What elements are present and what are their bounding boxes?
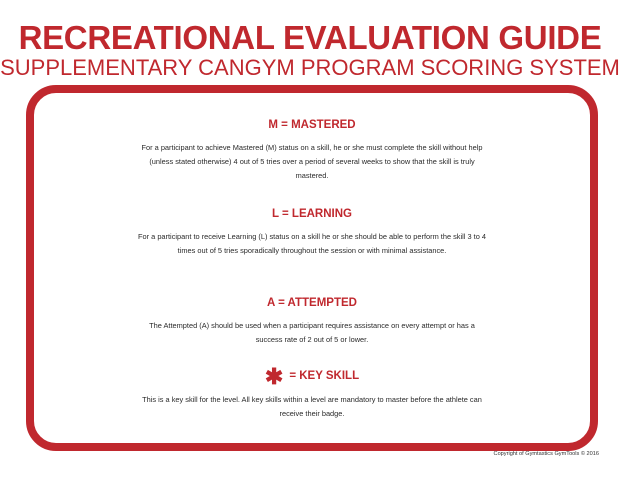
section-attempted	[34, 296, 590, 347]
section-heading: M = MASTERED	[268, 119, 356, 131]
page-subtitle: SUPPLEMENTARY CANGYM PROGRAM SCORING SYSTEM	[0, 55, 620, 80]
asterisk-icon: ✱	[264, 364, 284, 389]
section-key-skill	[34, 364, 590, 421]
scoring-card	[26, 85, 598, 451]
section-heading: A = ATTEMPTED	[267, 297, 357, 309]
section-learning	[34, 207, 590, 258]
section-heading: L = LEARNING	[272, 208, 352, 220]
section-description: For a participant to receive Learning (L) status on a skill he or she should be able to perform the skill 3 to 4 times out of 5 tries sporadically throughout the session or with minimal assistance.	[138, 232, 486, 255]
section-heading-label: = KEY SKILL	[289, 370, 360, 382]
section-heading	[34, 364, 590, 389]
section-description: The Attempted (A) should be used when a participant requires assistance on every attempt or has a success rate of 2 out of 5 or lower.	[149, 321, 475, 344]
section-description: This is a key skill for the level. All key skills within a level are mandatory to master before the athlete can receive their badge.	[142, 395, 482, 418]
section-mastered	[34, 118, 590, 183]
copyright-notice: Copyright of Gymtastics GymTools © 2016	[493, 451, 599, 457]
page-title: RECREATIONAL EVALUATION GUIDE	[18, 19, 602, 56]
section-description: For a participant to achieve Mastered (M) status on a skill, he or she must complete the skill without help (unless stated otherwise) 4 out of 5 tries over a period of several weeks to show that the skill is truly mastered.	[141, 143, 483, 180]
